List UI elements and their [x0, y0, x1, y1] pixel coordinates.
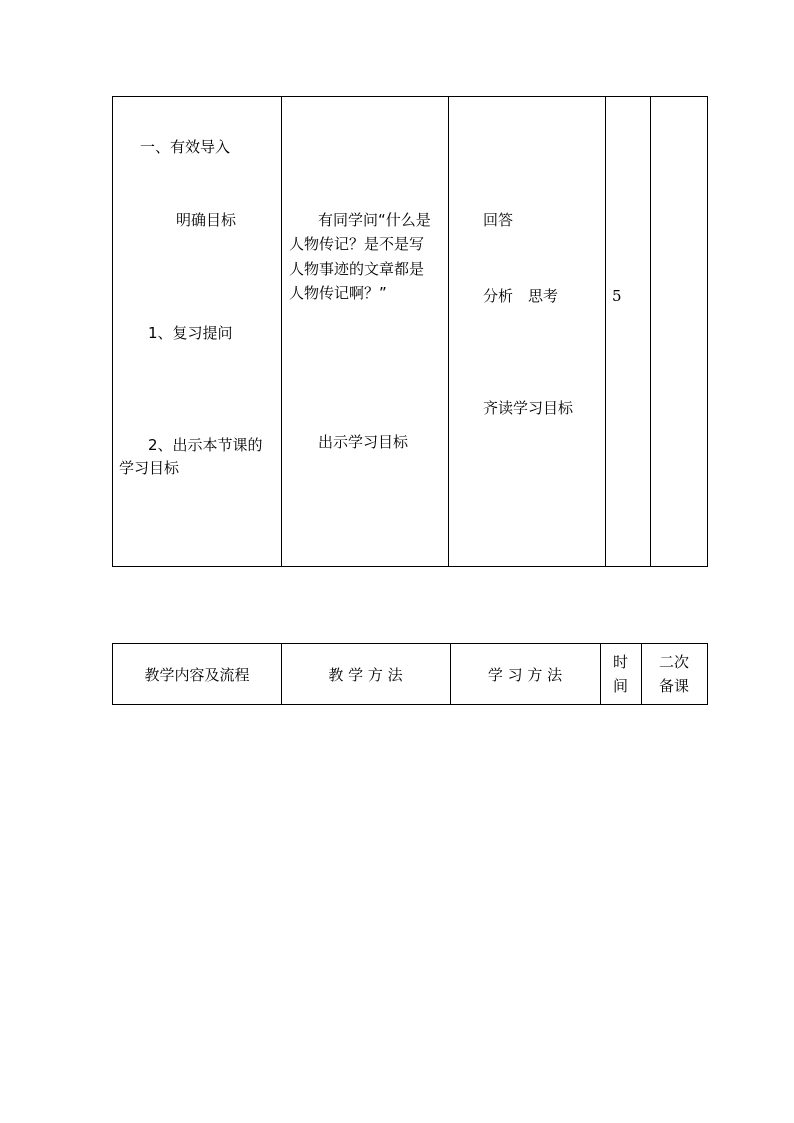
- header-second-prep-line2: 备课: [658, 677, 689, 695]
- learning-read-goal: 齐读学习目标: [483, 399, 574, 417]
- goal-label: 明确目标: [176, 211, 237, 229]
- header-time-line1: 时: [612, 653, 628, 671]
- method-question-line4: 人物传记啊？”: [289, 284, 387, 302]
- method-question-line1: 有同学问“什么是: [318, 211, 431, 229]
- method-question-line3: 人物事迹的文章都是: [289, 260, 425, 278]
- header-learning-method-label: 学 习 方 法: [487, 665, 563, 684]
- section-title: 一、有效导入: [140, 138, 231, 156]
- method-show-goal: 出示学习目标: [318, 433, 409, 451]
- header-content-flow: [113, 644, 281, 704]
- step-review-question: 1、复习提问: [148, 324, 233, 342]
- header-second-prep: [641, 644, 707, 704]
- step-show-goal-line1: 2、出示本节课的: [148, 436, 263, 454]
- method-question-line2: 人物传记？是不是写: [289, 235, 425, 253]
- header-time-line2: 间: [612, 677, 628, 695]
- learning-answer: 回答: [483, 211, 514, 229]
- header-table: [112, 643, 708, 705]
- step-show-goal-line2: 学习目标: [119, 459, 180, 477]
- header-teaching-method-label: 教 学 方 法: [328, 665, 403, 684]
- column-divider: [281, 97, 282, 566]
- header-learning-method: [450, 644, 600, 704]
- header-teaching-method: [281, 644, 450, 704]
- column-divider: [650, 97, 651, 566]
- header-content-flow-label: 教学内容及流程: [144, 665, 250, 684]
- header-time: [600, 644, 641, 704]
- column-divider: [605, 97, 606, 566]
- learning-analyze: 分析 思考: [483, 287, 559, 305]
- time-value: 5: [612, 287, 622, 305]
- column-divider: [448, 97, 449, 566]
- header-second-prep-line1: 二次: [658, 653, 689, 671]
